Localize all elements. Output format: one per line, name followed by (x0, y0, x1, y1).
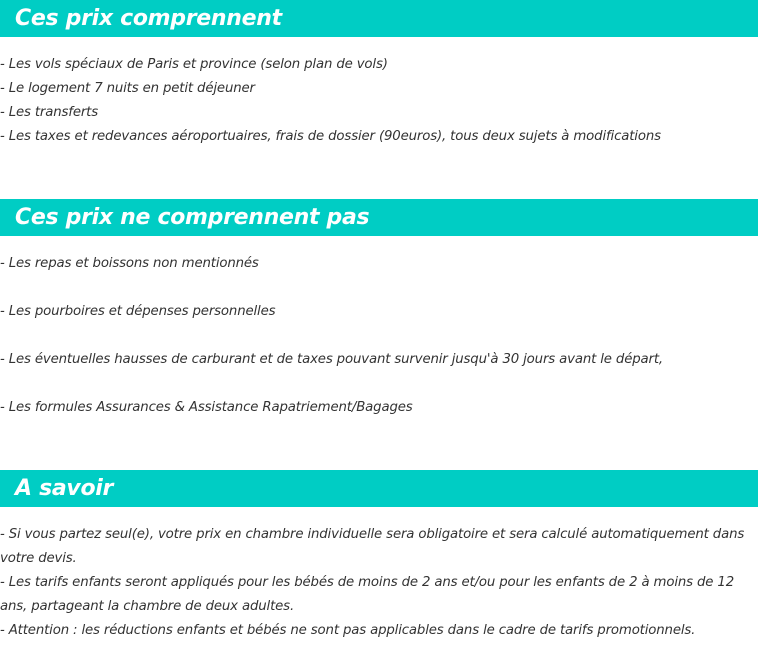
included-item-transfers: - Les transferts (0, 105, 99, 120)
info-item-child-rates: - Les tarifs enfants seront appliqués pour les bébés de moins de 2 ans et/ou pour les enfants de 2 à moins de 12 ans, partageant la chambre de deux adultes. (0, 575, 735, 614)
section-header-not-included: Ces prix ne comprennent pas (0, 199, 758, 236)
info-item-single-room: - Si vous partez seul(e), votre prix en chambre individuelle sera obligatoire et sera calculé automatiquement dans votre devis. (0, 527, 745, 566)
not-included-item-tips: - Les pourboires et dépenses personnelles (0, 304, 276, 319)
included-item-flights: - Les vols spéciaux de Paris et province (selon plan de vols) (0, 57, 388, 72)
not-included-item-meals: - Les repas et boissons non mentionnés (0, 256, 259, 271)
info-item-promo-warning: - Attention : les réductions enfants et bébés ne sont pas applicables dans le cadre de tarifs promotionnels. (0, 623, 696, 638)
included-item-lodging: - Le logement 7 nuits en petit déjeuner (0, 81, 255, 96)
not-included-item-insurance: - Les formules Assurances & Assistance Rapatriement/Bagages (0, 400, 413, 415)
section-header-included: Ces prix comprennent (0, 0, 758, 37)
included-item-taxes: - Les taxes et redevances aéroportuaires, frais de dossier (90euros), tous deux sujets à modifications (0, 129, 661, 144)
section-header-good-to-know: A savoir (0, 470, 758, 507)
not-included-item-fuel-surcharge: - Les éventuelles hausses de carburant et de taxes pouvant survenir jusqu'à 30 jours avant le départ, (0, 352, 663, 367)
